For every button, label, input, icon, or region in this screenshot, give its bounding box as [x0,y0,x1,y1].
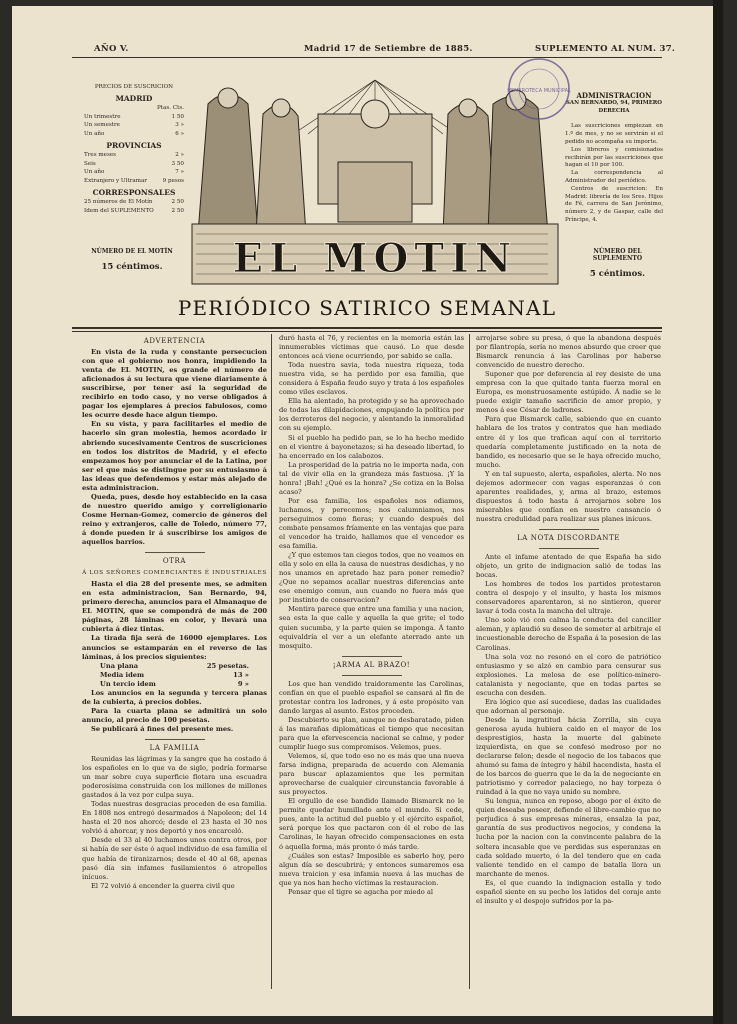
divider [539,529,599,530]
paragraph: Para que Bismarck calle, sabiendo que en cuanto hablara de los tratos y contratos que han mediado entre él y los que trafican aquí con el territorio quedaría completamente justificado en la nota de bandido, es necesario que se le haya ofrecido mucho, mucho. [476,415,661,469]
paragraph: Desde el 33 al 40 luchamos unos contra otros, por si había de ser éste ó aquel individuo de esa familia el que había de tiranizarnos; desde el 40 al 68, apenas pasó día sin infames fusilamientos ó atropellos inícuos. [82,836,267,881]
section-heading: OTRA [162,557,187,566]
admin-note: La correspondencia al Administrador del periódico. [565,170,663,184]
admin-note: Las suscriciones empiezan en 1.º de mes, y no se servirán si el pedido no acompaña su importe. [565,123,663,145]
paragraph: Mentira parece que entre una familia y una nacion, sea esta la que calle y aquella la que grite; el todo quien sucumba, y la parte quien se imponga. Á tanto equivaldría el ver a un elefante aterrado ante un mosquito. [279,605,464,650]
paragraph: El 72 volvió á encender la guerra civil que [91,881,235,890]
paragraph: Para la cuarta plana se admitirá un solo anuncio, al precio de 100 pesetas. [82,706,267,724]
paragraph: Pensar que el tigre se agacha por miedo al [288,887,434,896]
paragraph: El orgullo de ese bandido llamado Bismarck no le permite quedar humillado ante el mundo. Si cede, pues, ante la actitud del pueblo y el ejército español, será porque los que pactaron con él el robo de las Carolinas, le hayan ofrecido compensaciones en esta ó aquella forma, más pronto ó más tarde. [279,797,464,851]
admin-title: ADMINISTRACION [576,91,652,100]
section-subheading: Á LOS SEÑORES COMERCIANTES É INDUSTRIALES [82,570,267,577]
divider [539,548,599,549]
paragraph: Una sola voz no resonó en el coro de patriótico entusiasmo y se alzó en cambio para censurar sus explosiones. La melosa de ese político-minero-catalanista y negociante, que en todas partes se escucha con desden. [476,652,661,697]
paragraph: ¿Y que estemos tan ciegos todos, que no veamos en ella y solo en ella la causa de nuestras desdichas, y no nos unamos en apretado haz para poner remedio? ¿Que no sepamos acallar nuestras diferencias ante ese enemigo comun, aun cuando no fuera más que por instinto de conservacion? [279,551,464,605]
madrid-heading: MADRID [115,93,153,103]
rate-row: Media idem 13 » [100,670,249,679]
section-heading: LA NOTA DISCORDANTE [517,533,620,542]
supplement-number: SUPLEMENTO AL NUM. 37. [535,44,676,54]
paragraph: Se publicará á fines del presente mes. [91,724,234,733]
paragraph: ¿Cuáles son estas? Imposible es saberlo hoy, pero algun día se descubrirá; y entonces sumaremos esa nueva traicion y esa infamia nueva á las muchas de que ya nos han hecho víctimas la restauracion. [279,851,464,887]
paragraph: Los hombres de todos los partidos protestaron contra el despojo y el insulto, y hasta los mismos conservadores aparentaron, si no sintieron, querer lavar á toda costa la mancha del ultraje. [476,580,661,616]
price-row: Un año 7 » [84,169,184,176]
admin-address: SAN BERNARDO, 94, PRIMERO DERECHA [566,99,662,114]
numero-price: 15 céntimos. [101,262,163,272]
column-divider [469,334,470,989]
column-2 [279,334,464,897]
paragraph: Y en tal supuesto, alerta, españoles, alerta. No nos dejemos adormecer con vagas esperanzas ó con aparentes realidades, y, arma al brazo, estemos dispuestos á todo hasta á arrojarnos sobre los miserables que confían en nuestro cansancio ó nuestra credulidad para realizar sus planes inícuos. [476,469,661,523]
section-heading: LA FAMILIA [149,743,200,752]
paragraph: Era lógico que así sucediese, dadas las cualidades que adornan al personaje. [476,697,661,715]
paragraph: La prosperidad de la patria no le importa nada, con tal de vivir ella en la grandeza más fastuosa. ¡Y la honra! ¡Bah! ¿Qué es la honra? ¿Se cotiza en la Bolsa acaso? [279,460,464,496]
paragraph: arrojarse sobre su presa, ó que la abandona después por filantropía, sería no menos absurdo que creer que Bismarck renuncia á las Carolinas por haberse convencido de nuestro derecho. [476,334,661,370]
supplement-price-block [570,248,665,279]
supplement-label: NÚMERO DEL SUPLEMENTO [592,248,643,262]
price-row: 25 números de El Motín 2 50 [84,199,184,206]
paragraph: Todas nuestras desgracias proceden de esa familia. En 1808 nos entregó desarmados á Napoleon; del 14 hasta el 20 nos ahorcó; desde el 23 hasta el 30 nos volvió á ahorcar, y nos deportó y nos encarceló. [82,800,267,836]
price-row: Extranjero y Ultramar 9 pesos [84,177,184,184]
paragraph: Hasta el dia 28 del presente mes, se admiten en esta administracion, San Bernardo, 94, primero derecha, anuncios para el Almanaque de EL MOTIN, que se compondrá de más de 200 páginas, 28 láminas en color, y llevará una cubierta á diez tintas. [82,580,267,634]
rate-row: Un tercio idem 9 » [100,679,249,688]
paragraph: Su lengua, nunca en reposo, abogo por el éxito de quien deseaba poseer, defiende el libre-cambio que no perjudica á sus empresas mineras, ensalza la paz, garantía de sus productivos negocios, y condena la lucha por la nacion con la convincente palabra de la soltera incasable que ve perdidas sus esperanzas en cada soldado muerto, ó la del tendero que en cada valiente tendido en el campo de batalla llora un marchante de menos. [476,797,661,878]
masthead-rule-thin [72,331,662,332]
paragraph: Suponer que por deferencia al rey desiste de una empresa con la que quitado tanta fuerza moral en Europa, es monstruosamente estúpido. Á nadie se le puede exigir tamaño sacrificio de amor propio, y menos á ese César de ladrones. [476,370,661,415]
paragraph: Reunidas las lágrimas y la sangre que ha costado á los españoles en lo que va de siglo, podría formarse un mar sobre cuya superficie flotara una escuadra poderosísima construida con los millones de millones gastados á la vez por culpa suya. [82,755,267,800]
paragraph: Toda nuestra savia, toda nuestra riqueza, toda nuestra vida, se ha perdido por esa familia, que considera á España feudo suyo y trata á los españoles como viles esclavos. [279,361,464,397]
paragraph: Queda, pues, desde hoy establecido en la casa de nuestro querido amigo y correligionario Cosme Hernan-Gomez, comercio de géneros del reino y extranjeros, calle de Toledo, número 77, á donde pueden ir á suscribirse los amigos de aquellos barrios. [82,492,267,547]
paragraph: Uno solo vió con calma la conducta del canciller aleman, y aplaudió su deseo de someter al arbitraje el incuestionable derecho de España á la posesion de las Carolinas. [476,616,661,652]
prices-title: PRECIOS DE SUSCRICION [94,84,174,90]
paragraph: Si el pueblo ha pedido pan, se lo ha hecho medido en el vientre á bayonetazos; si ha deseado libertad, lo ha encerrado en los calabozos. [279,433,464,460]
issue-date: Madrid 17 de Setiembre de 1885. [304,44,473,54]
divider [342,675,402,676]
price-row: Un semestre 3 » [84,122,184,129]
paragraph: duró hasta el 76, y recientes en la memoria están las innumerables víctimas que causó. Lo que desde entonces acá viene ocurriendo, por sabido se calla. [279,334,464,361]
paragraph: En su vista, y para facilitarles el medio de hacerlo sin gran molestia, hemos acordado ir abriendo sucesivamente Centros de suscriciones en todos los distritos de Madrid, y el efecto empezamos hoy por anunciar el de la Latina, por ser el que más se distingue por su entusiasmo á las ideas que defendemos y estar más alejado de esta administracion. [82,420,267,492]
paragraph: La tirada fija será de 16000 ejemplares. Los anuncios se estamparán en el reverso de las láminas, á los precios siguientes: [82,634,267,661]
price-row: Idem del SUPLEMENTO 2 50 [84,207,184,214]
masthead-rule [72,327,662,329]
column-divider [271,334,272,989]
column-1 [82,334,267,891]
binding-edge [713,0,723,1024]
corresponsales-heading: CORRESPONSALES [92,187,176,197]
price-row: Seis 3 50 [84,160,184,167]
section-heading: ¡ARMA AL BRAZO! [332,660,411,669]
issue-price-block [82,248,182,272]
paragraph: Por esa familia, los españoles nos odiamos, luchamos, y perecemos; nos calumniamos, nos perseguimos como fieras; y cuando después del combate pensamos fríamente en las ventajas que para el vencedor ha traido, hallamos que el vencedor es esa familia. [279,496,464,551]
column-3 [476,334,661,906]
rate-row: Una plana 25 pesetas. [100,661,249,670]
divider [342,656,402,657]
paragraph: En vista de la ruda y constante persecucion con que el gobierno nos honra, impidiendo la venta de EL MOTIN, es grande el número de aficionados á su lectura que viene diariamente á suscribirse, por tener así la seguridad de recibirlo en todo caso, y no verse obligados á pagar los ejemplares á precios fabulosos, como les ocurre desde hace algun tiempo. [82,348,267,420]
numero-label: NÚMERO DE EL MOTÍN [91,248,173,255]
pts-label: Ptas. Cts. [157,105,184,112]
paragraph: Ella ha alentado, ha protegido y se ha aprovechado de todas las dilapidaciones, empujando la política por los derroteros del negocio, y alentando la inmoralidad con su ejemplo. [279,397,464,433]
supplement-price: 5 céntimos. [589,269,646,279]
paragraph: Los que han vendido traidoramente las Carolinas, confían en que el pueblo español se cansará al fin de protestar contra los ladrones, y á este propósito van dando largas al asunto. Éstos proceden. [279,679,464,715]
header-rule [72,57,662,58]
paragraph: Es, el que cuando la indignacion estalla y todo español siente en su pecho los latidos del coraje ante el insulto y el despojo sufridos por la pa- [476,878,661,905]
price-row: Un año 6 » [84,130,184,137]
section-heading: ADVERTENCIA [143,337,206,345]
issue-year: AÑO V. [94,44,129,54]
administration-block [565,92,663,225]
admin-note: Los libreros y comisionados recibirán por las suscriciones que hagan el 10 por 100. [565,146,663,169]
subscription-prices [84,80,184,215]
paragraph: Los anuncios en la segunda y tercera planas de la cubierta, á precios dobles. [82,688,267,706]
stamp-text: HEMEROTECA MUNICIPAL [507,88,571,94]
price-row: Un trimestre 1 50 [84,113,184,120]
divider [145,552,205,553]
paragraph: Descubierto su plan, aunque no desbaratado, piden á las marañas diplomáticas el tiempo que necesitan para que la efervescencia nacional se calme, y poder cumplir luego sus compromisos. Velemos, pues. [279,715,464,752]
masthead-subtitle: PERIÓDICO SATIRICO SEMANAL [177,296,557,320]
paragraph: Ante el infame atentado de que España ha sido objeto, un grito de indignacion salió de todas las bocas. [476,553,661,580]
divider [145,739,205,740]
paragraph: Desde la ingratitud hácia Zorrilla, sin cuya generosa ayuda hubiera caido en el mayor de los desprestigios, hasta la muerte del gabinete izquierdista, en que se confesó medroso por no declararse felon; desde el negocio de los tabacos que ahumó su fama de íntegro y hábil hacendista, hasta el de los barcos de guerra que le da la de negociante en patriotismo y corredor palaciego, no hay torpeza ó ruindad á la que no vaya unido su nombre. [476,715,661,797]
logo-el-motin: EL MOTIN [232,235,518,282]
admin-note: Centros de suscricion: En Madrid: librería de los Sres. Hijos de Fé, carrera de San Jerónimo, número 2, y de Gaspar, calle del Príncipe, 4. [565,185,663,223]
library-stamp [506,56,572,122]
provincias-heading: PROVINCIAS [106,140,162,150]
price-row: Tres meses 2 » [84,152,184,159]
paragraph: Velemos, sí, que todo eso no es más que una nueva farsa indigna, preparada de acuerdo con Alemania para buscar aplazamientos que les permitan aprovecharse de cualquier circunstancia favorable á sus proyectos. [279,752,464,797]
